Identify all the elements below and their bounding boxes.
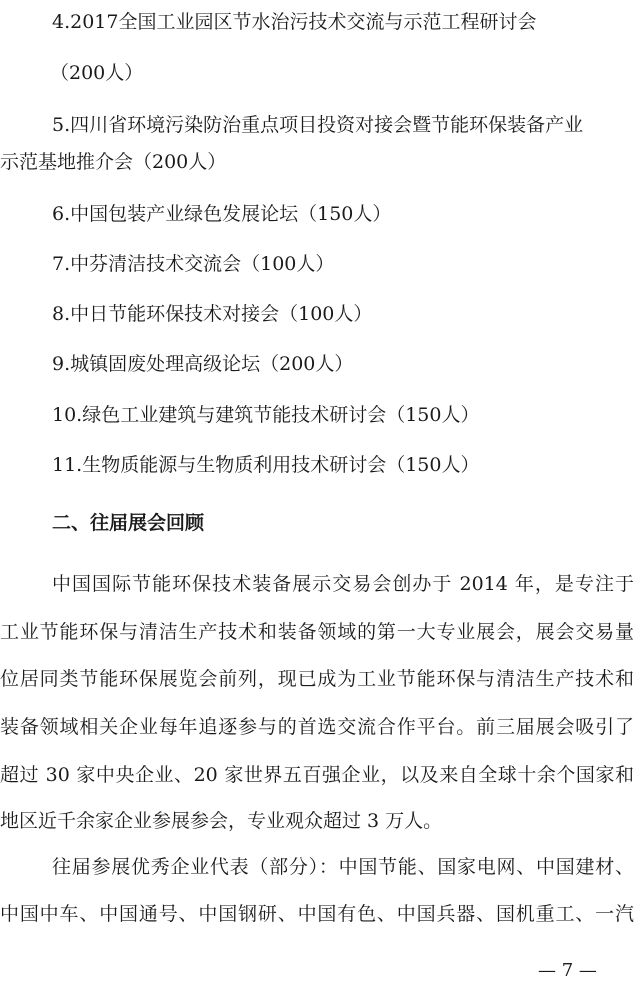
list-item-9: 9.城镇固废处理高级论坛（200人） (52, 353, 354, 375)
list-item-8: 8.中日节能环保技术对接会（100人） (52, 303, 373, 325)
list-item-4-line-2: （200人） (50, 62, 144, 84)
paragraph-2-line-2: 中国中车、中国通号、中国钢研、中国有色、中国兵器、国机重工、一汽 (0, 903, 634, 925)
section-heading: 二、往届展会回顾 (52, 512, 205, 534)
paragraph-2-line-1: 往届参展优秀企业代表（部分）：中国节能、国家电网、中国建材、 (52, 856, 634, 878)
paragraph-1-line-4: 装备领域相关企业每年追逐参与的首选交流合作平台。前三届展会吸引了 (0, 716, 634, 738)
list-item-7: 7.中芬清洁技术交流会（100人） (52, 253, 335, 275)
list-item-10: 10.绿色工业建筑与建筑节能技术研讨会（150人） (52, 404, 480, 426)
list-item-5-line-1: 5.四川省环境污染防治重点项目投资对接会暨节能环保装备产业 (52, 114, 584, 136)
paragraph-1-line-1: 中国国际节能环保技术装备展示交易会创办于 2014 年，是专注于 (52, 573, 634, 595)
paragraph-1-line-2: 工业节能环保与清洁生产技术和装备领域的第一大专业展会，展会交易量 (0, 621, 634, 643)
page-number: — 7 — (538, 960, 597, 981)
list-item-11: 11.生物质能源与生物质利用技术研讨会（150人） (52, 454, 480, 476)
list-item-6: 6.中国包装产业绿色发展论坛（150人） (52, 203, 392, 225)
list-item-5-line-2: 示范基地推介会（200人） (0, 151, 227, 173)
list-item-4-line-1: 4.2017全国工业园区节水治污技术交流与示范工程研讨会 (52, 11, 537, 33)
paragraph-1-line-3: 位居同类节能环保展览会前列，现已成为工业节能环保与清洁生产技术和 (0, 668, 634, 690)
paragraph-1-line-5: 超过 30 家中央企业、20 家世界五百强企业，以及来自全球十余个国家和 (0, 764, 634, 786)
paragraph-1-line-6: 地区近千余家企业参展参会，专业观众超过 3 万人。 (0, 810, 443, 832)
